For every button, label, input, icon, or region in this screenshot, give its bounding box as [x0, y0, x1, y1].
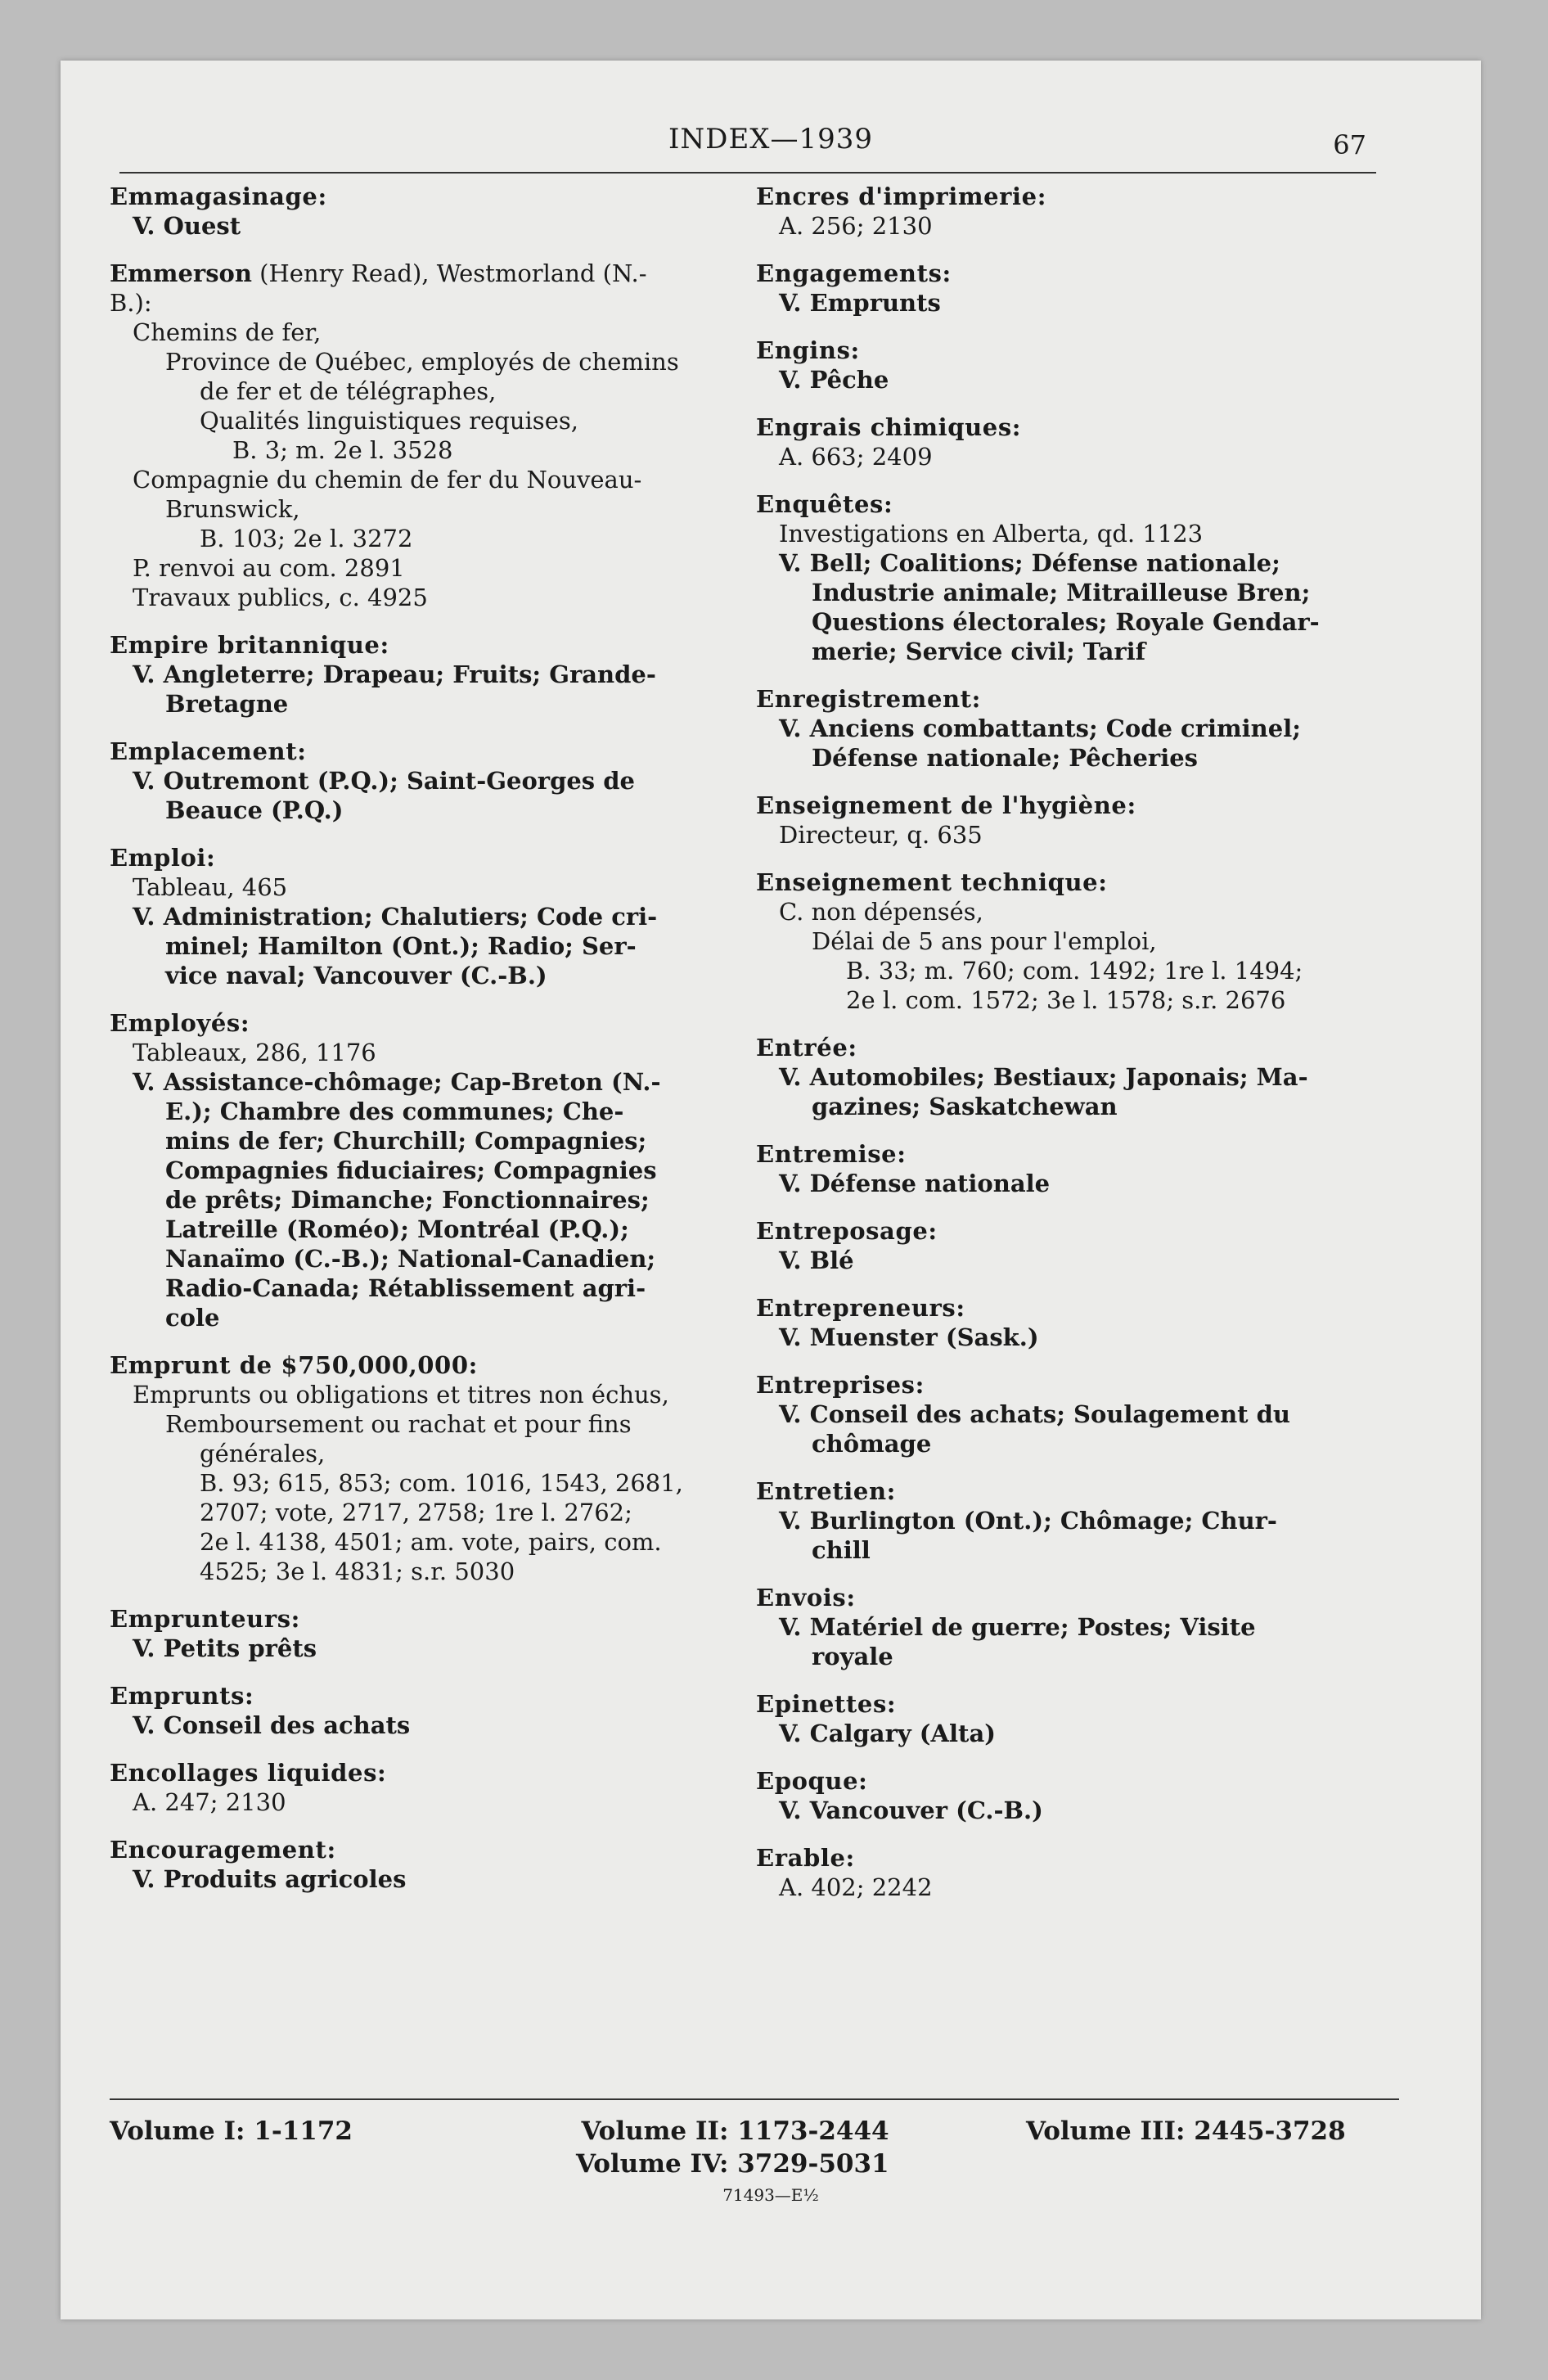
index-entry: [110, 843, 789, 990]
entry-line: Compagnie du chemin de fer du Nouveau-: [133, 466, 642, 494]
index-entry: [756, 1843, 1435, 1902]
entry-line: générales,: [200, 1440, 326, 1467]
entry-heading: Entremise:: [756, 1140, 907, 1168]
cross-reference-line: E.); Chambre des communes; Che-: [165, 1098, 624, 1125]
entry-heading: Enregistrement:: [756, 685, 981, 713]
cross-reference-line: V. Burlington (Ont.); Chômage; Chur-: [779, 1507, 1277, 1535]
index-entry: [756, 791, 1435, 850]
cross-reference-line: royale: [812, 1643, 893, 1670]
footer-volume-3: Volume III: 2445-3728: [1026, 2116, 1346, 2146]
entry-line: Travaux publics, c. 4925: [133, 584, 428, 611]
entry-line: B.):: [110, 289, 152, 317]
cross-reference-line: V. Automobiles; Bestiaux; Japonais; Ma-: [779, 1063, 1308, 1091]
index-entry: [756, 1766, 1435, 1825]
index-entry: [756, 1370, 1435, 1458]
entry-heading: Encollages liquides:: [110, 1759, 387, 1787]
cross-reference-line: V. Conseil des achats; Soulagement du: [779, 1400, 1291, 1428]
index-entry: [110, 1604, 789, 1663]
index-entry: [110, 1835, 789, 1894]
index-entry: [756, 182, 1435, 241]
entry-line: 2e l. 4138, 4501; am. vote, pairs, com.: [200, 1528, 662, 1556]
entry-heading: Emploi:: [110, 844, 216, 872]
entry-line: Tableaux, 286, 1176: [133, 1039, 376, 1066]
index-entry: [110, 1350, 789, 1586]
cross-reference-line: V. Muenster (Sask.): [779, 1323, 1039, 1351]
entry-line: 2707; vote, 2717, 2758; 1re l. 2762;: [200, 1499, 632, 1526]
cross-reference-line: V. Administration; Chalutiers; Code cri-: [133, 903, 658, 931]
left-column: [110, 182, 789, 1912]
entry-line: A. 247; 2130: [133, 1788, 286, 1816]
entry-line: Investigations en Alberta, qd. 1123: [779, 520, 1204, 548]
index-entry: [756, 1476, 1435, 1565]
entry-line: 2e l. com. 1572; 3e l. 1578; s.r. 2676: [846, 986, 1286, 1014]
cross-reference-line: V. Petits prêts: [133, 1634, 317, 1662]
cross-reference-line: V. Assistance-chômage; Cap-Breton (N.-: [133, 1068, 661, 1096]
entry-heading: Entreprises:: [756, 1371, 925, 1399]
entry-heading: Encres d'imprimerie:: [756, 183, 1047, 210]
entry-line: Province de Québec, employés de chemins: [165, 348, 679, 376]
entry-line: B. 3; m. 2e l. 3528: [232, 436, 453, 464]
cross-reference-line: Nanaïmo (C.-B.); National-Canadien;: [165, 1245, 656, 1273]
entry-line: de fer et de télégraphes,: [200, 377, 497, 405]
cross-reference-line: merie; Service civil; Tarif: [812, 638, 1146, 665]
print-code: 71493—E½: [722, 2185, 819, 2205]
page-title: INDEX—1939: [668, 123, 873, 156]
index-entry: [756, 1293, 1435, 1352]
cross-reference-line: V. Emprunts: [779, 289, 941, 317]
index-entry: [756, 259, 1435, 318]
entry-heading: Emprunt de $750,000,000:: [110, 1351, 478, 1379]
entry-heading: Entrepreneurs:: [756, 1294, 965, 1322]
entry-line: B. 33; m. 760; com. 1492; 1re l. 1494;: [846, 957, 1303, 985]
cross-reference-line: chômage: [812, 1430, 932, 1458]
entry-heading: Epoque:: [756, 1767, 868, 1795]
entry-heading: Emmerson: [110, 259, 252, 287]
index-page: [61, 61, 1481, 2319]
entry-heading: Emplacement:: [110, 737, 307, 765]
page-number: 67: [1333, 129, 1366, 160]
index-entry: [756, 868, 1435, 1015]
entry-heading: Emprunts:: [110, 1682, 254, 1710]
cross-reference-line: V. Produits agricoles: [133, 1865, 407, 1893]
index-entry: [110, 1008, 789, 1332]
footer-rule: [110, 2098, 1399, 2100]
cross-reference-line: gazines; Saskatchewan: [812, 1093, 1118, 1120]
entry-line: Qualités linguistiques requises,: [200, 407, 578, 435]
cross-reference-line: V. Blé: [779, 1246, 854, 1274]
entry-heading: Engrais chimiques:: [756, 413, 1022, 441]
right-column: [756, 182, 1435, 1920]
entry-heading: Entreposage:: [756, 1217, 938, 1245]
index-entry: [756, 412, 1435, 471]
entry-line: A. 256; 2130: [779, 212, 933, 240]
entry-line: C. non dépensés,: [779, 898, 983, 926]
entry-line: Emprunts ou obligations et titres non échus,: [133, 1381, 669, 1409]
cross-reference-line: de prêts; Dimanche; Fonctionnaires;: [165, 1186, 650, 1214]
cross-reference-line: V. Ouest: [133, 212, 241, 240]
entry-heading: Enseignement de l'hygiène:: [756, 791, 1136, 819]
cross-reference-line: Questions électorales; Royale Gendar-: [812, 608, 1320, 636]
entry-heading: Encouragement:: [110, 1836, 336, 1864]
entry-line: Délai de 5 ans pour l'emploi,: [812, 927, 1157, 955]
cross-reference-line: cole: [165, 1304, 220, 1332]
footer-volume-4: Volume IV: 3729-5031: [576, 2149, 889, 2179]
cross-reference-line: vice naval; Vancouver (C.-B.): [165, 962, 547, 989]
cross-reference-line: Radio-Canada; Rétablissement agri-: [165, 1274, 646, 1302]
cross-reference-line: V. Défense nationale: [779, 1170, 1051, 1197]
index-entry: [110, 630, 789, 719]
cross-reference-line: V. Calgary (Alta): [779, 1720, 996, 1747]
cross-reference-line: V. Vancouver (C.-B.): [779, 1796, 1043, 1824]
entry-line: Remboursement ou rachat et pour fins: [165, 1410, 632, 1438]
index-entry: [756, 1139, 1435, 1198]
entry-line: A. 663; 2409: [779, 443, 933, 471]
cross-reference-line: V. Pêche: [779, 366, 889, 394]
entry-heading: Emmagasinage:: [110, 183, 327, 210]
cross-reference-line: V. Matériel de guerre; Postes; Visite: [779, 1613, 1256, 1641]
cross-reference-line: Défense nationale; Pêcheries: [812, 744, 1199, 772]
index-entry: [756, 1583, 1435, 1671]
index-entry: [110, 259, 789, 612]
cross-reference-line: Compagnies fiduciaires; Compagnies: [165, 1156, 657, 1184]
entry-line: P. renvoi au com. 2891: [133, 554, 405, 582]
entry-heading: Erable:: [756, 1844, 855, 1872]
cross-reference-line: mins de fer; Churchill; Compagnies;: [165, 1127, 647, 1155]
header-rule: [119, 172, 1376, 174]
cross-reference-line: V. Outremont (P.Q.); Saint-Georges de: [133, 767, 635, 795]
index-entry: [756, 336, 1435, 394]
index-entry: [110, 1758, 789, 1817]
entry-heading: Engins:: [756, 336, 860, 364]
entry-line: B. 103; 2e l. 3272: [200, 525, 413, 552]
entry-heading: Epinettes:: [756, 1690, 897, 1718]
cross-reference-line: V. Angleterre; Drapeau; Fruits; Grande-: [133, 660, 656, 688]
footer-volumes-2-4: [576, 2115, 889, 2180]
entry-line: Directeur, q. 635: [779, 821, 983, 849]
entry-heading: Entrée:: [756, 1034, 857, 1062]
cross-reference-line: Latreille (Roméo); Montréal (P.Q.);: [165, 1215, 629, 1243]
cross-reference-line: Beauce (P.Q.): [165, 796, 344, 824]
cross-reference-line: V. Anciens combattants; Code criminel;: [779, 714, 1301, 742]
entry-line: A. 402; 2242: [779, 1873, 933, 1901]
index-entry: [756, 1689, 1435, 1748]
cross-reference-line: Industrie animale; Mitrailleuse Bren;: [812, 579, 1311, 606]
index-entry: [756, 684, 1435, 773]
entry-heading: Entretien:: [756, 1477, 896, 1505]
entry-line: (Henry Read), Westmorland (N.-: [251, 259, 647, 287]
index-entry: [756, 1033, 1435, 1121]
index-entry: [756, 489, 1435, 666]
footer-volume-2: Volume II: 1173-2444: [581, 2116, 889, 2146]
entry-heading: Enquêtes:: [756, 490, 893, 518]
entry-heading: Engagements:: [756, 259, 952, 287]
index-entry: [110, 182, 789, 241]
entry-heading: Emprunteurs:: [110, 1605, 300, 1633]
cross-reference-line: Bretagne: [165, 690, 289, 718]
entry-line: Brunswick,: [165, 495, 300, 523]
entry-heading: Envois:: [756, 1584, 856, 1611]
cross-reference-line: V. Bell; Coalitions; Défense nationale;: [779, 549, 1280, 577]
entry-line: Chemins de fer,: [133, 318, 322, 346]
entry-heading: Empire britannique:: [110, 631, 389, 659]
entry-heading: Employés:: [110, 1009, 250, 1037]
index-entry: [110, 737, 789, 825]
entry-line: B. 93; 615, 853; com. 1016, 1543, 2681,: [200, 1469, 683, 1497]
cross-reference-line: minel; Hamilton (Ont.); Radio; Ser-: [165, 932, 637, 960]
cross-reference-line: V. Conseil des achats: [133, 1711, 411, 1739]
entry-line: 4525; 3e l. 4831; s.r. 5030: [200, 1557, 515, 1585]
entry-line: Tableau, 465: [133, 873, 288, 901]
entry-line: [110, 259, 789, 288]
index-entry: [110, 1681, 789, 1740]
cross-reference-line: chill: [812, 1536, 871, 1564]
entry-heading: Enseignement technique:: [756, 868, 1108, 896]
footer-volume-1: Volume I: 1-1172: [110, 2116, 353, 2146]
index-entry: [756, 1216, 1435, 1275]
